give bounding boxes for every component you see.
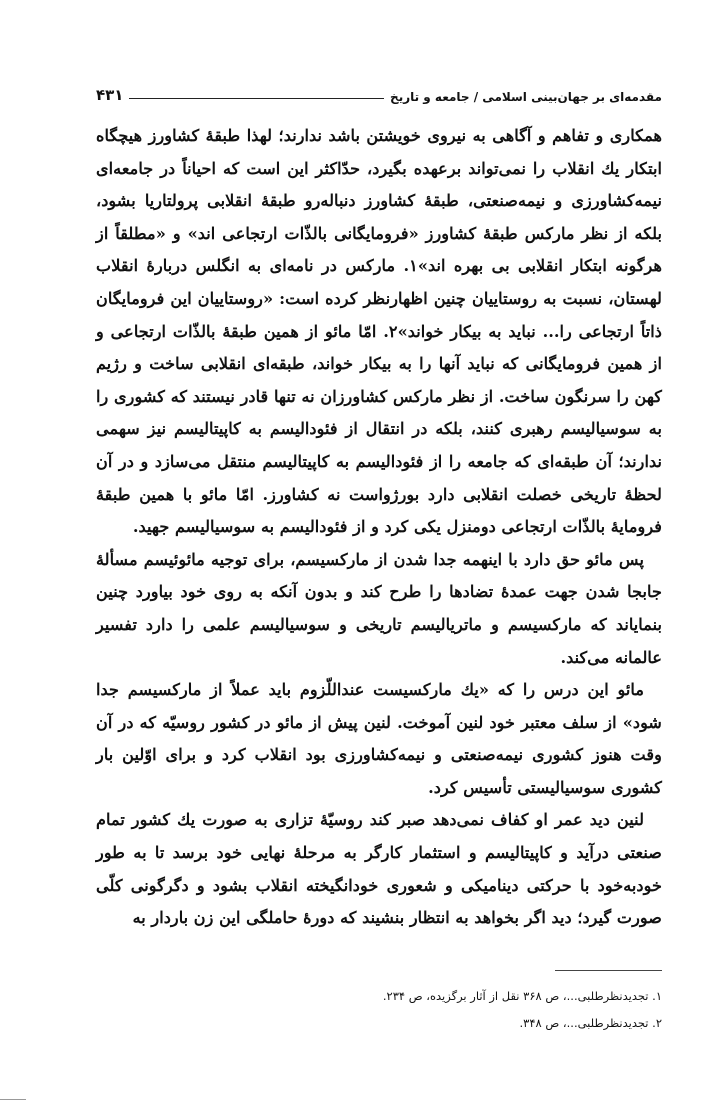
- scan-edge-mark: [0, 1099, 26, 1114]
- paragraph: همکاری و تفاهم و آگاهی به نیروی خویشتن باشد ندارند؛ لهذا طبقهٔ کشاورز هیچگاه ابتکار یك انقلاب را نمی‌تواند برعهده بگیرد، حدّاکثر این است که احیاناً در جامعه‌ای نیمه‌کشاورزی و نیمه‌صنعتی، طبقهٔ کشاورز دنباله‌رو طبقهٔ انقلابی پرولتاریا بشود، بلکه از نظر مارکس طبقهٔ کشاورز «فرومایگانی بالذّات ارتجاعی اند» و «مطلقاً از هرگونه ابتکار انقلابی بی بهره اند»۱. مارکس در نامه‌ای به انگلس دربارهٔ انقلاب لهستان، نسبت به روستاییان چنین اظهارنظر کرده است: «روستاییان این فرومایگان ذاتاً ارتجاعی را... نباید به بیکار خواند»۲. امّا مائو از همین طبقهٔ بالذّات ارتجاعی و از همین فرومایگانی که نباید آنها را به بیکار خواند، طبقه‌ای انقلابی ساخت و رژیم کهن را سرنگون ساخت. از نظر مارکس کشاورزان نه تنها قادر نیستند که کشوری را به سوسیالیسم رهبری کنند، بلکه در انتقال از فئودالیسم به کاپیتالیسم نیز سهمی ندارند؛ آن طبقه‌ای که جامعه را از فئودالیسم به کاپیتالیسم منتقل می‌سازد و در آن لحظهٔ تاریخی خصلت انقلابی دارد بورژواست نه کشاورز. امّا مائو با همین طبقهٔ فرومایهٔ بالذّات ارتجاعی دومنزل یکی کرد و از فئودالیسم به سوسیالیسم جهید.: [96, 126, 662, 537]
- paragraph: پس مائو حق دارد با اینهمه جدا شدن از مارکسیسم، برای توجیه مائوئیسم مسألهٔ جابجا شدن جهت عمدهٔ تضادها را طرح کند و بدون آنکه به روی خود بیاورد چنین بنمایاند که مارکسیسم و ماتریالیسم تاریخی و سوسیالیسم علمی را دارد تفسیر عالمانه می‌کند.: [96, 549, 662, 667]
- footnote: ۲. تجدیدنظرطلبی...، ص ۳۴۸.: [519, 1016, 662, 1030]
- footnotes: [96, 983, 662, 1037]
- paragraph: لنین دید عمر او کفاف نمی‌دهد صبر کند روسیّهٔ تزاری به صورت یك کشور تمام صنعتی درآید و کاپیتالیسم و استثمار کارگر به مرحلهٔ نهایی خود برسد تا به طور خودبه‌خود با حرکتی دینامیکی و شعوری خودانگیخته انقلاب بشود و دگرگونی کلّی صورت گیرد؛ دید اگر بخواهد به انتظار بنشیند که دورهٔ حاملگی این زن باردار به: [96, 810, 662, 928]
- header-rule: [129, 98, 384, 99]
- page-number: ۴۳۱: [96, 86, 124, 104]
- footnote: ۱. تجدیدنظرطلبی...، ص ۳۶۸ نقل از آثار برگزیده، ص ۲۳۴.: [382, 989, 662, 1003]
- running-header: [96, 78, 662, 104]
- footnote-separator: [555, 970, 662, 971]
- running-title: مقدمه‌ای بر جهان‌بینی اسلامی / جامعه و تاریخ: [390, 90, 662, 104]
- paragraph: مائو این درس را که «یك مارکسیست عنداللّزوم باید عملاً از مارکسیسم جدا شود» از سلف معتبر خود لنین آموخت. لنین پیش از مائو در کشور روسیّه که در آن وقت هنوز کشوری نیمه‌صنعتی و نیمه‌کشاورزی بود انقلاب کرد و برای اوّلین بار کشوری سوسیالیستی تأسیس کرد.: [96, 680, 662, 797]
- body-text: [96, 120, 662, 935]
